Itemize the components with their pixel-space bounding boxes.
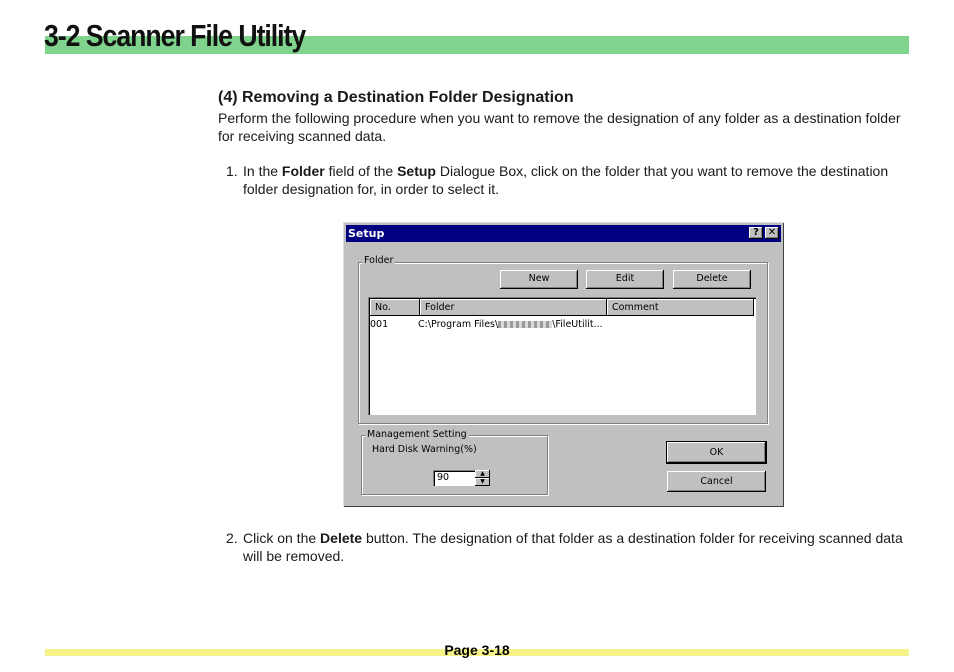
row-folder[interactable]: C:\Program Files\ \FileUtilit... [418, 319, 603, 330]
step-1 [226, 162, 916, 198]
ok-button[interactable]: OK [667, 442, 766, 463]
folder-group-label: Folder [364, 255, 394, 266]
help-button[interactable]: ? [749, 227, 763, 239]
intro-paragraph: Perform the following procedure when you want to remove the designation of any folder as a destination folder for receiving scanned data. [218, 110, 901, 144]
dialog-titlebar [346, 225, 781, 242]
edit-button[interactable]: Edit [586, 270, 664, 289]
step-number: 2. [226, 530, 238, 546]
spin-down-icon[interactable]: ▼ [475, 478, 490, 486]
step-text: Click on the Delete button. The designation of that folder as a destination folder for receiving scanned data will be removed. [243, 530, 903, 564]
step-text: In the Folder field of the Setup Dialogue Box, click on the folder that you want to remove the destination folder designation for, in order to select it. [243, 163, 889, 197]
setup-dialog [343, 222, 784, 507]
folder-list[interactable] [368, 297, 756, 415]
close-button[interactable]: ✕ [765, 227, 779, 239]
step-2 [226, 529, 916, 565]
delete-button[interactable]: Delete [673, 270, 751, 289]
page-number: Page 3-18 [444, 642, 510, 658]
spin-up-icon[interactable]: ▲ [475, 470, 490, 478]
blurred-path-segment [498, 321, 552, 328]
column-header-no[interactable]: No. [370, 299, 420, 316]
column-header-folder[interactable]: Folder [420, 299, 607, 316]
cancel-button[interactable]: Cancel [667, 471, 766, 492]
hdd-warning-input[interactable]: 90 [433, 470, 475, 486]
new-button[interactable]: New [500, 270, 578, 289]
management-group-label: Management Setting [367, 429, 467, 440]
step-number: 1. [226, 163, 238, 179]
dialog-title: Setup [348, 227, 385, 240]
section-title: (4) Removing a Destination Folder Designation [218, 89, 574, 106]
hdd-warning-label: Hard Disk Warning(%) [372, 444, 477, 455]
row-no[interactable]: 001 [370, 319, 389, 330]
management-group-content [361, 435, 546, 493]
column-header-comment[interactable]: Comment [607, 299, 754, 316]
page-title: 3-2 Scanner File Utility [44, 18, 306, 53]
